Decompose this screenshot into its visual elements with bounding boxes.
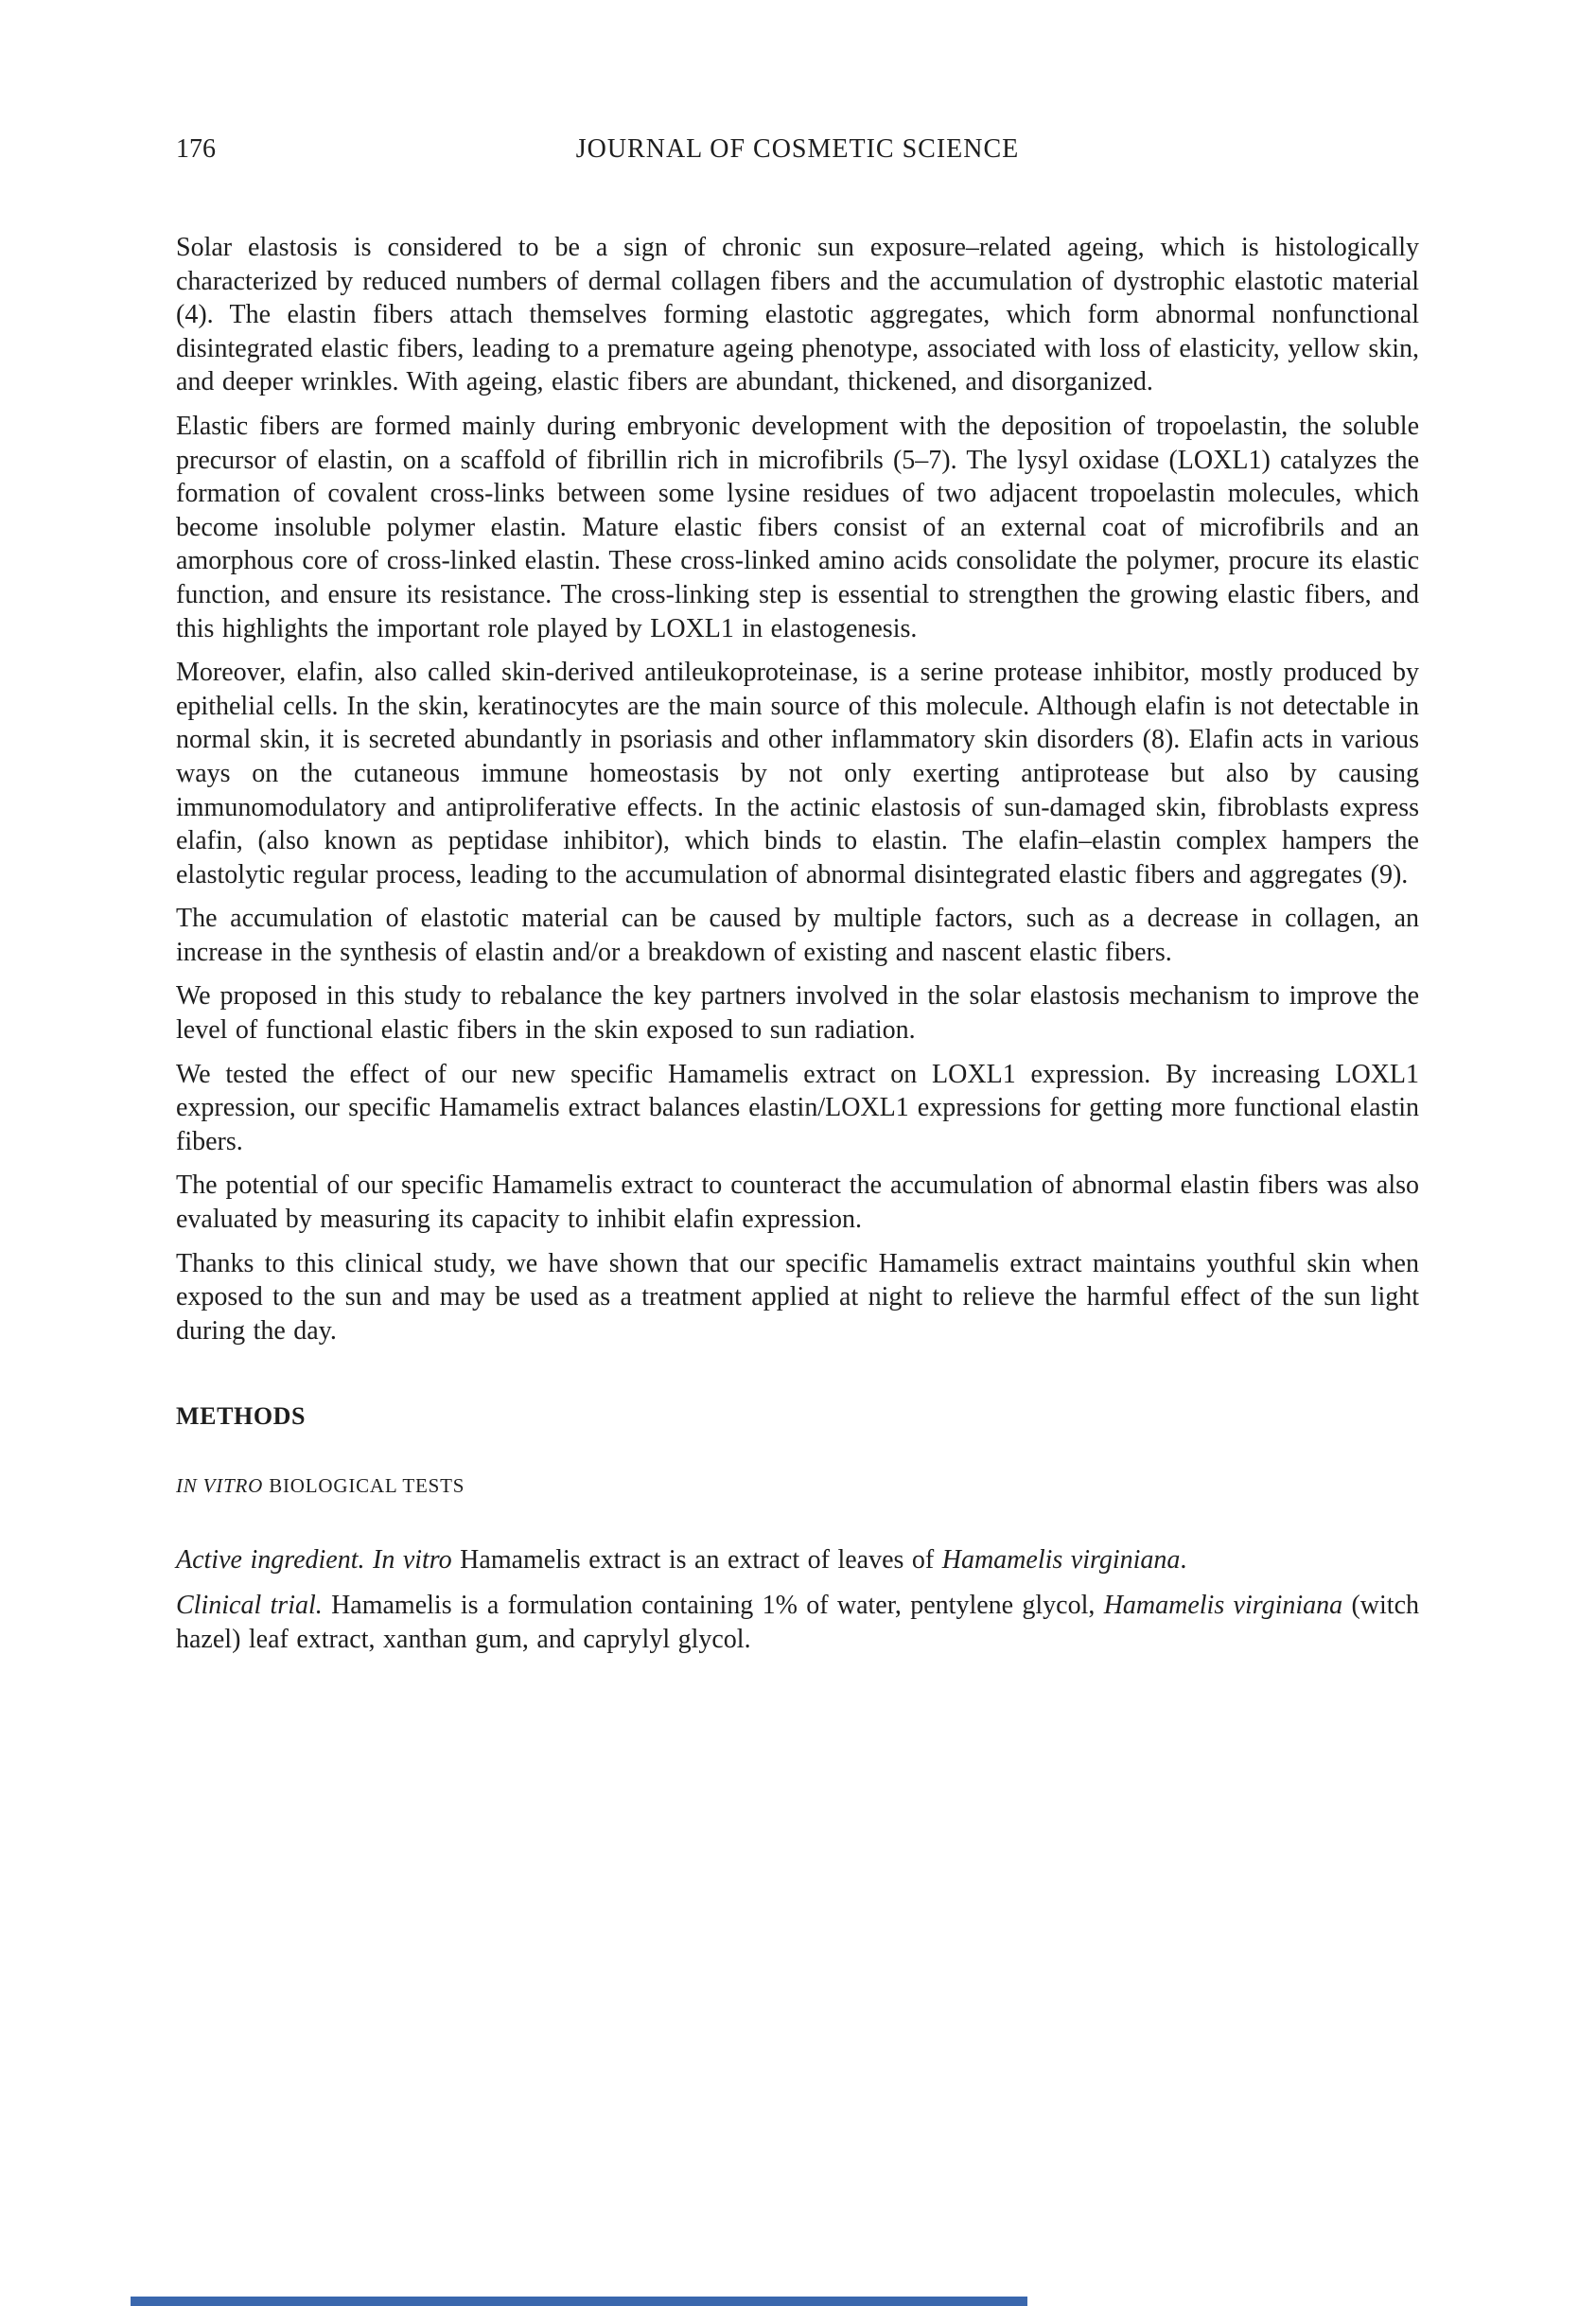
paragraph <box>176 1589 1419 1656</box>
text-segment: The accumulation of elastotic material can be caused by multiple factors, such as a decrease in collagen, an increase in the synthesis of elastin and/or a breakdown of existing and nascent elastic fibers. <box>176 904 1419 967</box>
text-segment: Moreover, elafin, also called skin-derived antileukoproteinase, is a serine protease inhibitor, mostly produced by epithelial cells. In the skin, keratinocytes are the main source of this molecule. Although elafin is not detectable in normal skin, it is secreted abundantly in psoriasis and other inflammatory skin disorders (8). Elafin acts in various ways on the cutaneous immune homeostasis by not only exerting antiprotease but also by causing immunomodulatory and antiproliferative effects. In the actinic elastosis of sun-damaged skin, fibroblasts express elafin, (also known as peptidase inhibitor), which binds to elastin. The elafin–elastin complex hampers the elastolytic regular process, leading to the accumulation of abnormal disintegrated elastic fibers and aggregates (9). <box>176 658 1419 889</box>
text-segment: Thanks to this clinical study, we have shown that our specific Hamamelis extract maintains youthful skin when exposed to the sun and may be used as a treatment applied at night to relieve the harmful effect of the sun light during the day. <box>176 1248 1419 1346</box>
article-body <box>176 231 1419 1656</box>
journal-title: JOURNAL OF COSMETIC SCIENCE <box>575 134 1020 164</box>
text-segment: Hamamelis extract is an extract of leaves of <box>451 1545 942 1575</box>
text-segment: . <box>1180 1545 1187 1575</box>
text-segment: Hamamelis virginiana <box>941 1545 1181 1575</box>
intro-paragraphs <box>176 231 1419 1347</box>
text-segment: Elastic fibers are formed mainly during embryonic development with the deposition of tropoelastin, the soluble precursor of elastin, on a scaffold of fibrillin rich in microfibrils (5–7). The lysyl oxidase (LOXL1) catalyzes the formation of covalent cross-links between some lysine residues of two adjacent tropoelastin molecules, which become insoluble polymer elastin. Mature elastic fibers consist of an external coat of microfibrils and an amorphous core of cross-linked elastin. These cross-linked amino acids consolidate the polymer, procure its elastic function, and ensure its resistance. The cross-linking step is essential to strengthen the growing elastic fibers, and this highlights the important role played by LOXL1 in elastogenesis. <box>176 411 1419 643</box>
page-number: 176 <box>176 134 216 164</box>
paragraph <box>176 410 1419 645</box>
text-segment: Hamamelis virginiana <box>1103 1591 1343 1620</box>
page-header <box>176 134 1419 170</box>
paragraph <box>176 1058 1419 1159</box>
text-segment: We tested the effect of our new specific Hamamelis extract on LOXL1 expression. By increasing LOXL1 expression, our specific Hamamelis extract balances elastin/LOXL1 expressions for getting more functional elastin fibers. <box>176 1059 1419 1156</box>
paragraph <box>176 1247 1419 1348</box>
text-segment: We proposed in this study to rebalance the key partners involved in the solar elastosis mechanism to improve the level of functional elastic fibers in the skin exposed to sun radiation. <box>176 981 1419 1046</box>
methods-paragraphs <box>176 1543 1419 1656</box>
paragraph <box>176 1169 1419 1236</box>
text-segment: BIOLOGICAL TESTS <box>263 1474 465 1498</box>
paragraph <box>176 231 1419 399</box>
text-segment: Solar elastosis is considered to be a sign of chronic sun exposure–related ageing, which is histologically characterized by reduced numbers of dermal collagen fibers and the accumulation of dystrophic elastotic material (4). The elastin fibers attach themselves forming elastotic aggregates, which form abnormal nonfunctional disintegrated elastic fibers, leading to a premature ageing phenotype, associated with loss of elasticity, yellow skin, and deeper wrinkles. With ageing, elastic fibers are abundant, thickened, and disorganized. <box>176 233 1419 397</box>
paragraph <box>176 1543 1419 1577</box>
methods-subsection-heading <box>176 1474 1419 1498</box>
text-segment: IN VITRO <box>176 1474 264 1498</box>
bottom-partial-bar <box>131 2297 1027 2306</box>
text-segment: Active ingredient. In vitro <box>176 1545 452 1575</box>
paragraph <box>176 979 1419 1047</box>
paragraph <box>176 902 1419 969</box>
text-segment: Clinical trial. <box>176 1591 323 1620</box>
methods-heading: METHODS <box>176 1402 307 1431</box>
text-segment: Hamamelis is a formulation containing 1% of water, pentylene glycol, <box>322 1591 1104 1620</box>
paragraph <box>176 656 1419 891</box>
text-segment: (witch hazel) leaf extract, xanthan gum, and caprylyl glycol. <box>176 1591 1420 1654</box>
text-segment: The potential of our specific Hamamelis extract to counteract the accumulation of abnormal elastin fibers was also evaluated by measuring its capacity to inhibit elafin expression. <box>176 1171 1419 1235</box>
